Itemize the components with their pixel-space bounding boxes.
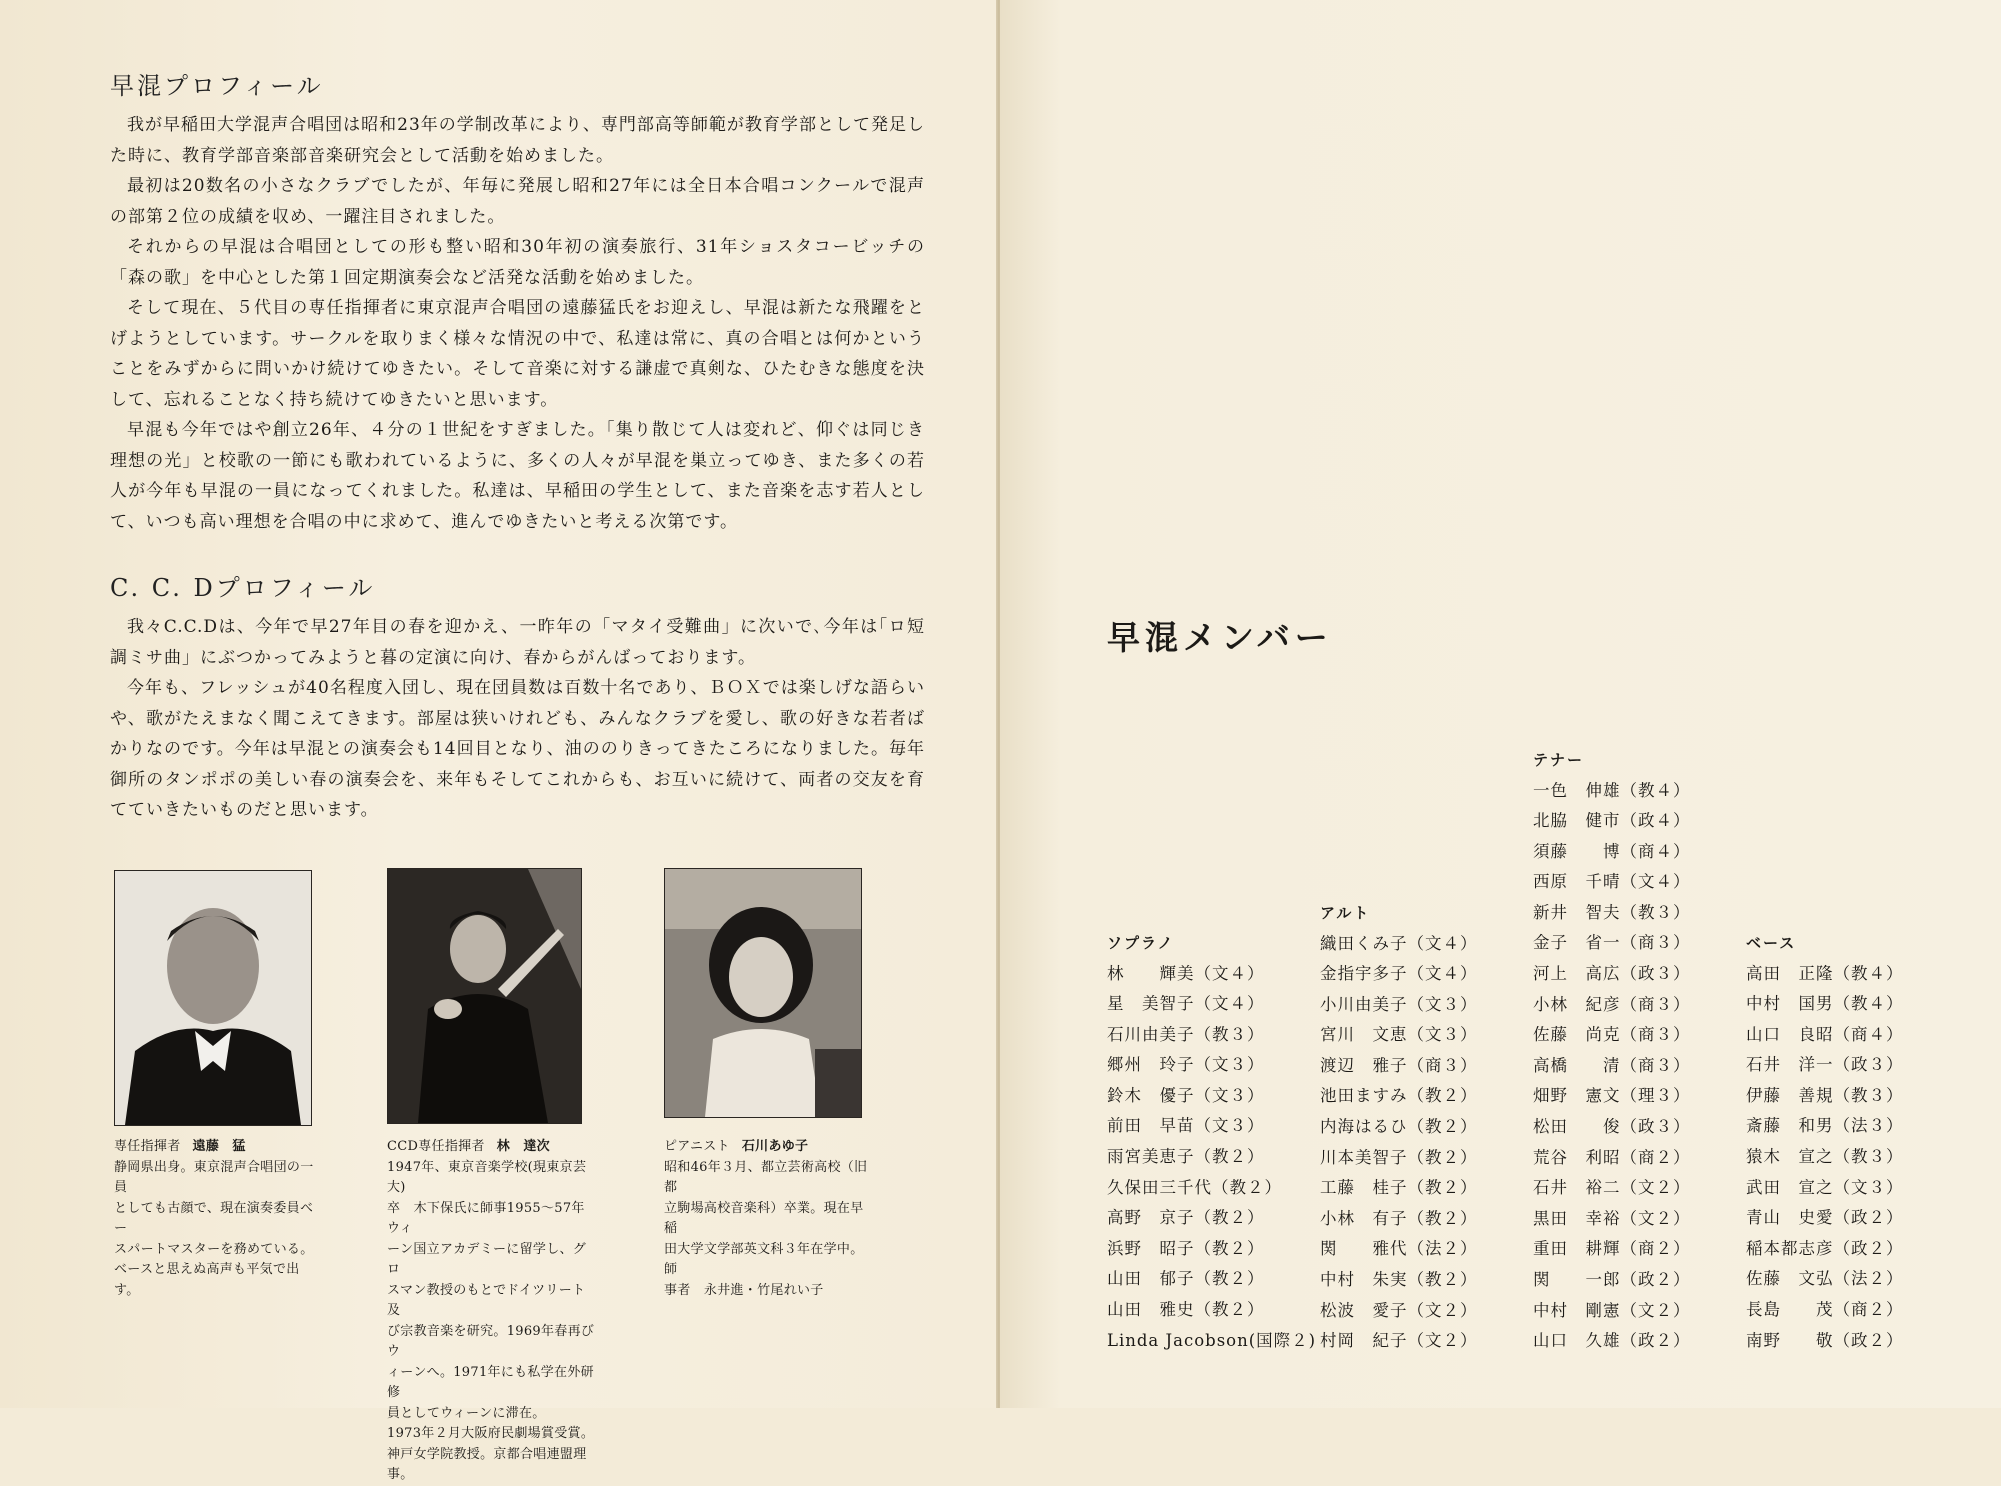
member-item: 武田 宣之（文３） [1746, 1177, 1904, 1197]
member-item: 内海はるひ（教２） [1320, 1117, 1478, 1137]
member-item: 石井 洋一（政３） [1746, 1055, 1904, 1075]
member-item: 北脇 健市（政４） [1533, 811, 1691, 831]
caption-endo-line: 静岡県出身。東京混声合唱団の一員 [114, 1159, 314, 1195]
member-item: 宮川 文恵（文３） [1320, 1025, 1478, 1045]
caption-hayashi-line: 卒 木下保氏に師事1955～57年ウィ [387, 1200, 585, 1236]
member-item: 川本美智子（教２） [1320, 1147, 1478, 1167]
member-item: 高野 京子（教２） [1107, 1208, 1265, 1228]
member-item: 荒谷 利昭（商２） [1533, 1147, 1691, 1167]
caption-hayashi-line: スマン教授のもとでドイツリート及 [387, 1282, 586, 1318]
member-item: 星 美智子（文４） [1107, 994, 1265, 1014]
member-item: 工藤 桂子（教２） [1320, 1178, 1478, 1198]
member-item: 黒田 幸裕（文２） [1533, 1208, 1691, 1228]
ccd-paragraph-2: 今年も、フレッシュが40名程度入団し、現在団員数は百数十名であり、ＢＯＸでは楽しげな語らいや、歌がたえまなく聞こえてきます。部屋は狭いけれども、みんなクラブを愛し、歌の好きな若者ばかりなのです。今年は早混との演奏会も14回目となり、油ののりきってきたころになりました。毎年御所のタンポポの美しい春の演奏会を、来年もそしてこれからも、お互いに続けて、両者の交友を育てていきたいものだと思います。 [110, 678, 925, 820]
member-item: 中村 朱実（教２） [1320, 1270, 1478, 1290]
member-item: 金指宇多子（文４） [1320, 964, 1478, 984]
caption-endo-role: 専任指揮者 [114, 1139, 181, 1154]
caption-hayashi-line: 1947年、東京音楽学校(現東京芸大) [387, 1159, 587, 1195]
caption-endo-line: スパートマスターを務めている。 [114, 1241, 314, 1257]
alto-section [1320, 898, 1478, 1357]
caption-ishikawa-role: ピアニスト [664, 1139, 730, 1154]
member-item: 一色 伸雄（教４） [1533, 780, 1691, 800]
member-item: 山田 郁子（教２） [1107, 1269, 1265, 1289]
conductor-endo-photo [114, 870, 312, 1126]
member-item: 鈴木 優子（文３） [1107, 1085, 1265, 1105]
caption-ishikawa-line: 事者 永井進・竹尾れい子 [664, 1282, 824, 1298]
caption-hayashi-line: 神戸女学院教授。京都合唱連盟理事。 [387, 1446, 587, 1482]
member-item: 高田 正隆（教４） [1746, 963, 1904, 983]
caption-ishikawa [664, 1137, 874, 1301]
wakon-paragraph-4: そして現在、５代目の専任指揮者に東京混声合唱団の遠藤猛氏をお迎えし、早混は新たな飛躍をとげようとしています。サークルを取りまく様々な情況の中で、私達は常に、真の合唱とは何かということをみずからに問いかけ続けてゆきたい。そして音楽に対する謙虚で真剣な、ひたむきな態度を決して、忘れることなく持ち続けてゆきたいと思います。 [110, 298, 925, 410]
caption-hayashi-line: 1973年２月大阪府民劇場賞受賞。 [387, 1426, 595, 1441]
caption-endo [114, 1137, 324, 1301]
wakon-paragraph-1: 我が早稲田大学混声合唱団は昭和23年の学制改革により、専門部高等師範が教育学部として発足した時に、教育学部音楽部音楽研究会として活動を始めました。 [110, 115, 925, 166]
member-item: 佐藤 文弘（法２） [1746, 1269, 1904, 1289]
member-item: 石井 裕二（文２） [1533, 1178, 1691, 1198]
member-item: 山口 久雄（政２） [1533, 1331, 1691, 1351]
member-item: 松波 愛子（文２） [1320, 1300, 1478, 1320]
caption-ishikawa-line: 立駒場高校音楽科）卒業。現在早稲 [664, 1200, 864, 1236]
member-item: 長島 茂（商２） [1746, 1300, 1904, 1320]
member-item: 伊藤 善規（教３） [1746, 1085, 1904, 1105]
member-item: 高橋 清（商３） [1533, 1055, 1691, 1075]
member-item: 織田くみ子（文４） [1320, 933, 1478, 953]
member-item: 畑野 憲文（理３） [1533, 1086, 1691, 1106]
member-item: 関 一郎（政２） [1533, 1270, 1691, 1289]
member-item: 山田 雅史（教２） [1107, 1300, 1265, 1320]
pianist-ishikawa-photo [664, 868, 862, 1118]
caption-endo-line: としても古顔で、現在演奏委員ベー [114, 1200, 314, 1236]
alto-list [1320, 929, 1478, 1357]
member-item: 中村 国男（教４） [1746, 994, 1904, 1014]
caption-ishikawa-line: 田大学文学部英文科３年在学中。師 [664, 1241, 864, 1277]
member-item: 前田 早苗（文３） [1107, 1116, 1265, 1136]
member-item: 浜野 昭子（教２） [1107, 1238, 1265, 1258]
ccd-profile-heading: C. C. Dプロフィール [110, 574, 376, 602]
member-item: 池田ますみ（教２） [1320, 1086, 1478, 1106]
member-item: 渡辺 雅子（商３） [1320, 1055, 1478, 1075]
member-item: 中村 剛憲（文２） [1533, 1300, 1691, 1320]
caption-hayashi-line: 員としてウィーンに滞在。 [387, 1405, 546, 1421]
tenor-label: テナー [1533, 751, 1585, 769]
bass-list [1746, 959, 1904, 1357]
member-item: 南野 敬（政２） [1746, 1330, 1904, 1350]
member-item: 重田 耕輝（商２） [1533, 1239, 1691, 1259]
member-item: 稲本都志彦（政２） [1746, 1238, 1904, 1258]
tenor-section [1533, 745, 1691, 1357]
caption-ishikawa-line: 昭和46年３月、都立芸術高校（旧都 [664, 1159, 868, 1195]
wakon-paragraph-5: 早混も今年ではや創立26年、４分の１世紀をすぎました。｢集り散じて人は変れど、仰ぐは同じき理想の光」と校歌の一節にも歌われているように、多くの人々が早混を巣立ってゆき、また多くの若人が今年も早混の一員になってくれました。私達は、早稲田の学生として、また音楽を志す若人として、いつも高い理想を合唱の中に求めて、進んでゆきたいと考える次第です。 [110, 420, 925, 532]
member-item: 須藤 博（商４） [1533, 841, 1691, 861]
member-item: 林 輝美（文４） [1107, 963, 1265, 983]
wakon-profile-heading: 早混プロフィール [110, 72, 324, 100]
soprano-list [1107, 959, 1316, 1357]
wakon-paragraph-2: 最初は20数名の小さなクラブでしたが、年毎に発展し昭和27年には全日本合唱コンクールで混声の部第２位の成績を収め、一躍注目されました。 [110, 176, 925, 227]
member-item: 村岡 紀子（文２） [1320, 1331, 1478, 1351]
caption-endo-line: ベースと思えぬ高声も平気で出す。 [114, 1262, 300, 1298]
caption-endo-name: 遠藤 猛 [192, 1139, 246, 1154]
member-item: 雨宮美恵子（教２） [1107, 1147, 1265, 1167]
member-item: 小林 有子（教２） [1320, 1208, 1478, 1228]
member-item: 松田 俊（政３） [1533, 1117, 1691, 1137]
wakon-paragraph-3: それからの早混は合唱団としての形も整い昭和30年初の演奏旅行、31年ショスタコービッチの「森の歌」を中心とした第１回定期演奏会など活発な活動を始めました。 [110, 237, 925, 288]
caption-ishikawa-name: 石川あゆ子 [741, 1139, 809, 1154]
member-item: 久保田三千代（教２） [1107, 1177, 1282, 1197]
member-item: 小川由美子（文３） [1320, 994, 1478, 1014]
left-page [0, 0, 1000, 1482]
alto-label: アルト [1320, 904, 1371, 922]
member-item: 青山 史愛（政２） [1746, 1208, 1904, 1228]
member-item: 西原 千晴（文４） [1533, 872, 1691, 892]
member-item: 斎藤 和男（法３） [1746, 1116, 1904, 1136]
member-item: 金子 省一（商３） [1533, 933, 1691, 953]
caption-hayashi-line: ィーンへ。1971年にも私学在外研修 [387, 1364, 594, 1400]
member-item: 関 雅代（法２） [1320, 1239, 1478, 1259]
ccd-paragraph-1: 我々C.C.Dは、今年で早27年目の春を迎かえ、一昨年の「マタイ受難曲」に次いで､今年は｢ロ短調ミサ曲」にぶつかってみようと暮の定演に向け、春からがんばっております。 [110, 617, 925, 668]
conductor-hayashi-photo [387, 868, 582, 1124]
member-item: 山口 良昭（商４） [1746, 1024, 1904, 1044]
caption-hayashi [387, 1137, 597, 1486]
soprano-label: ソプラノ [1107, 934, 1175, 952]
member-item: 佐藤 尚克（商３） [1533, 1025, 1691, 1045]
bass-label: ベース [1746, 934, 1797, 952]
tenor-list [1533, 776, 1691, 1357]
soprano-section [1107, 928, 1316, 1356]
caption-hayashi-line: ーン国立アカデミーに留学し、グロ [387, 1241, 587, 1277]
caption-hayashi-role: CCD専任指揮者 [387, 1139, 485, 1154]
member-item: 石川由美子（教３） [1107, 1024, 1265, 1044]
member-item: 猿木 宣之（教３） [1746, 1147, 1904, 1167]
member-item: 小林 紀彦（商３） [1533, 994, 1691, 1014]
member-item: 郷州 玲子（文３） [1107, 1055, 1265, 1075]
caption-hayashi-name: 林 達次 [496, 1139, 550, 1154]
bass-section [1746, 928, 1904, 1356]
member-item: Linda Jacobson(国際２) [1107, 1330, 1317, 1350]
members-title: 早混メンバー [1107, 618, 1333, 657]
member-item: 新井 智夫（教３） [1533, 902, 1691, 922]
caption-hayashi-line: び宗教音楽を研究。1969年春再びウ [387, 1323, 595, 1359]
member-item: 河上 高広（政３） [1533, 964, 1691, 984]
